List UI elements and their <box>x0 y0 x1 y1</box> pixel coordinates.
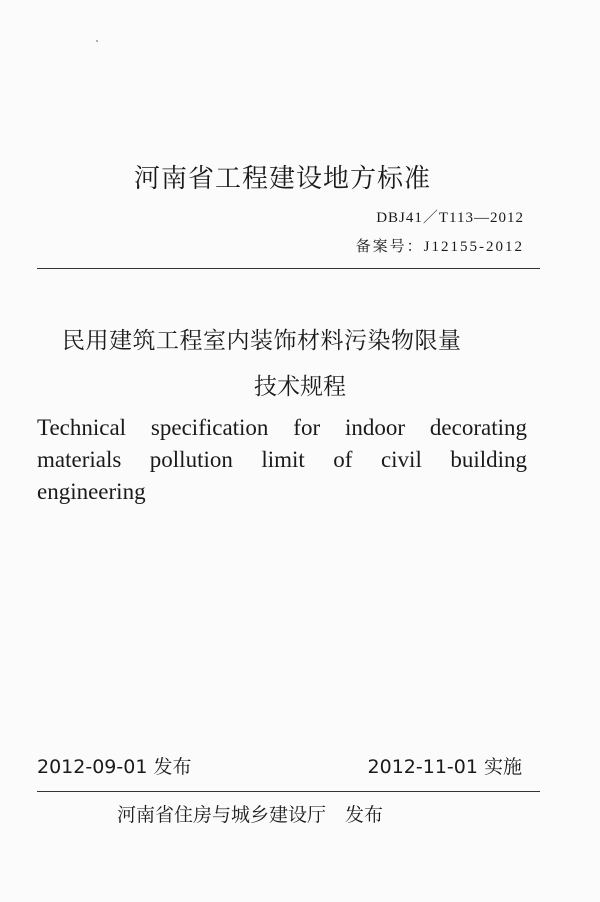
english-title: Technical specification for indoor decorating materials pollution limit of civil building engineering <box>37 415 527 504</box>
standard-code: DBJ41／T113—2012 <box>376 210 524 226</box>
publisher: 河南省住房与城乡建设厅 发布 <box>117 804 384 826</box>
top-divider <box>37 268 540 269</box>
implementation-date: 2012-11-01 实施 <box>367 756 522 778</box>
chinese-title-line-2: 技术规程 <box>254 374 346 400</box>
record-number: 备案号：J12155-2012 <box>355 239 524 255</box>
scan-speck <box>96 40 98 42</box>
standard-series-title: 河南省工程建设地方标准 <box>134 164 432 194</box>
bottom-divider <box>37 791 540 792</box>
chinese-title-line-1: 民用建筑工程室内装饰材料污染物限量 <box>62 328 462 354</box>
issue-date: 2012-09-01 发布 <box>37 756 192 778</box>
